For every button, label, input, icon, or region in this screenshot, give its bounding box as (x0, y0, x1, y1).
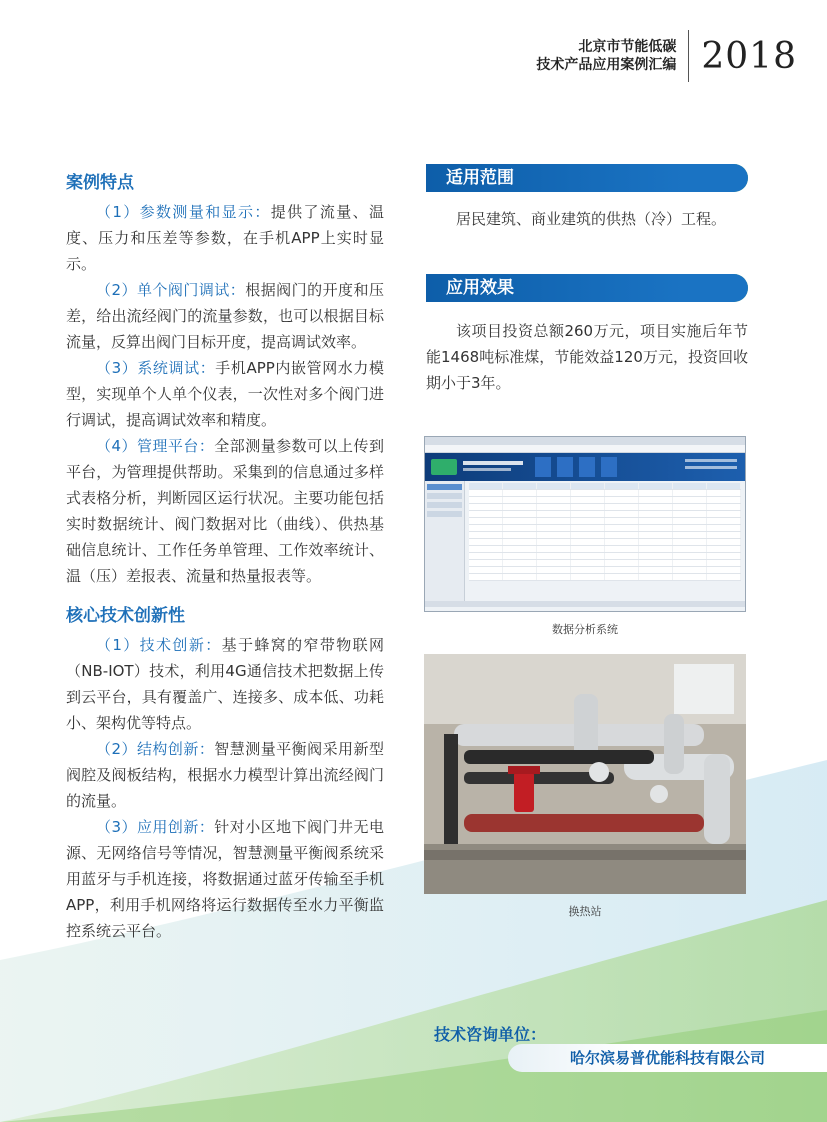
innovation-heading: 核心技术创新性 (66, 606, 185, 626)
screenshot-sidebar (425, 481, 465, 601)
innovation-item: （1）技术创新：基于蜂窝的窄带物联网（NB-IOT）技术，利用4G通信技术把数据上传到云平台，具有覆盖广、连接多、成本低、功耗小、架构优等特点。 (66, 636, 384, 732)
scope-text: 居民建筑、商业建筑的供热（冷）工程。 (456, 210, 727, 228)
header-titles (536, 38, 676, 74)
innovation-item: （3）应用创新：针对小区地下阀门井无电源、无网络信号等情况，智慧测量平衡阀系统采用蓝牙与手机连接，将数据通过蓝牙传输至手机APP，利用手机网络将运行数据传至水力平衡监控系统云平台。 (66, 818, 384, 940)
heat-exchange-station-photo (424, 654, 746, 894)
screenshot-body (425, 481, 745, 601)
consultant-label: 技术咨询单位： (434, 1025, 547, 1044)
feature-item: （3）系统调试：手机APP内嵌管网水力模型，实现单个人单个仪表，一次性对多个阀门进行调试，提高调试效率和精度。 (66, 359, 384, 429)
screenshot-address-bar (425, 445, 745, 453)
screenshot-app-banner (425, 453, 745, 481)
left-column (66, 168, 384, 944)
consultant-name: 哈尔滨易普优能科技有限公司 (508, 1044, 827, 1072)
screenshot-banner-graphic (425, 453, 746, 481)
page-header (536, 30, 797, 82)
data-analysis-screenshot (424, 436, 746, 612)
screenshot-table (465, 481, 745, 601)
photo-caption: 换热站 (568, 905, 602, 918)
feature-item: （4）管理平台：全部测量参数可以上传到平台，为管理提供帮助。采集到的信息通过多样式表格分析，判断园区运行状况。主要功能包括实时数据统计、阀门数据对比（曲线）、供热基础信息统计、工作任务单管理、工作效率统计、温（压）差报表、流量和热量报表等。 (66, 437, 384, 585)
header-year: 2018 (701, 35, 797, 77)
photo-illustration (424, 654, 746, 894)
feature-item: （1）参数测量和显示：提供了流量、温度、压力和压差等参数，在手机APP上实时显示。 (66, 203, 384, 273)
screenshot-browser-tabs (425, 437, 745, 445)
header-divider (688, 30, 689, 82)
scope-banner: 适用范围 (426, 164, 748, 192)
header-title-line1: 北京市节能低碳 (578, 39, 677, 55)
effect-banner: 应用效果 (426, 274, 748, 302)
screenshot-status-bar (425, 601, 745, 607)
innovation-item: （2）结构创新：智慧测量平衡阀采用新型阀腔及阀板结构，根据水力模型计算出流经阀门的流量。 (66, 740, 384, 810)
effect-text: 该项目投资总额260万元，项目实施后年节能1468吨标准煤，节能效益120万元，投资回收期小于3年。 (426, 322, 748, 392)
header-title-line2: 技术产品应用案例汇编 (536, 57, 677, 73)
features-heading: 案例特点 (66, 173, 134, 193)
feature-item: （2）单个阀门调试：根据阀门的开度和压差，给出流经阀门的流量参数，也可以根据目标流量，反算出阀门目标开度，提高调试效率。 (66, 281, 384, 351)
screenshot-caption: 数据分析系统 (552, 623, 618, 636)
